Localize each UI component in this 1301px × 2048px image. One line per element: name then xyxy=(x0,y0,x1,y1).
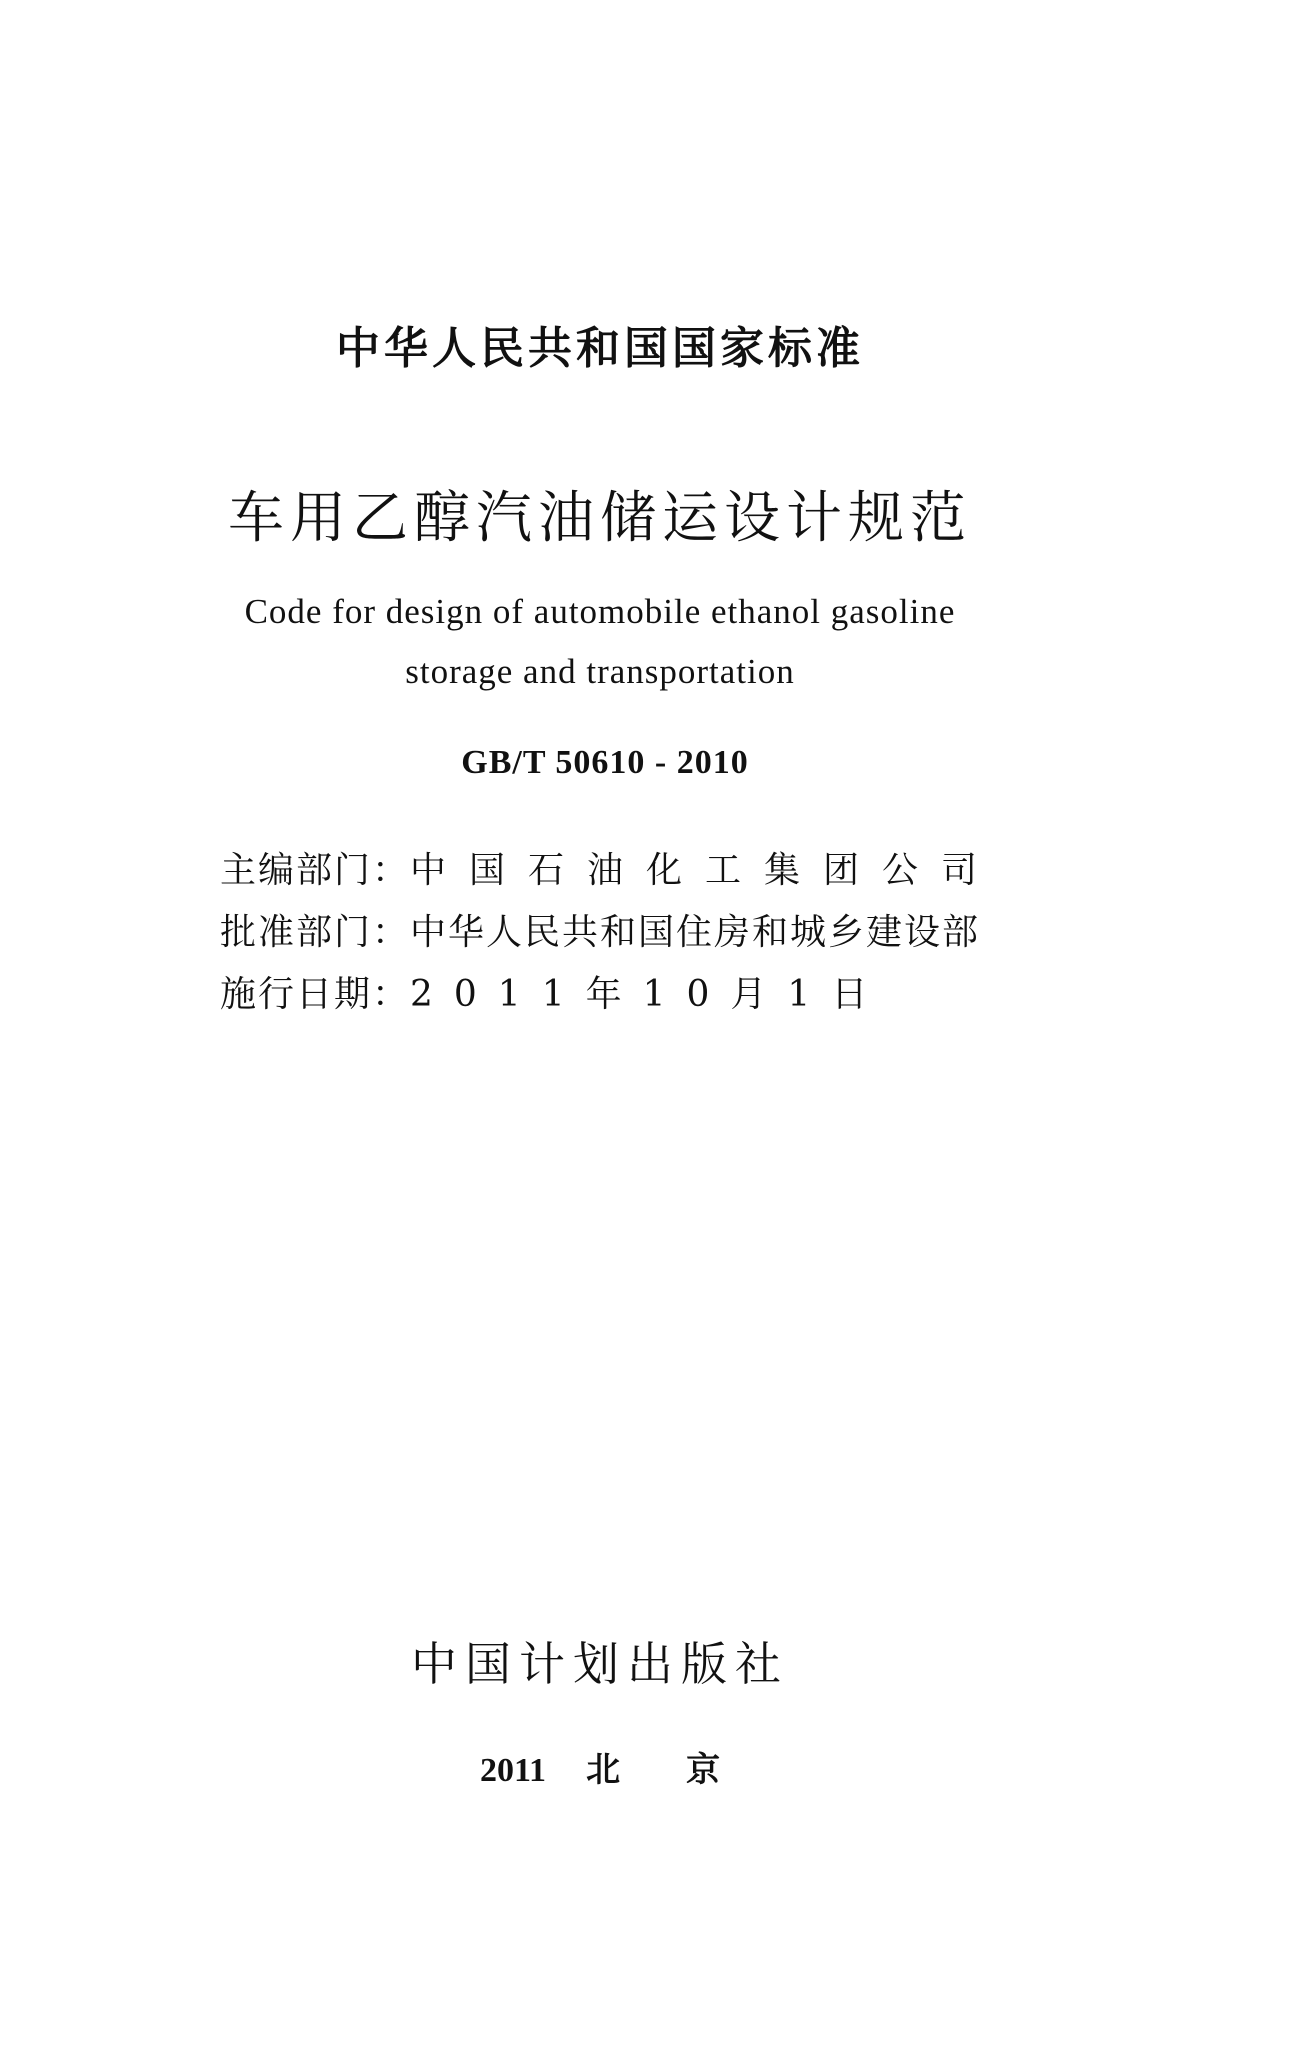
publication-city-1: 北 xyxy=(586,1752,621,1789)
meta-effective-label: 施行日期： xyxy=(220,974,411,1015)
document-meta xyxy=(220,840,1210,1026)
standard-type-heading: 中华人民共和国国家标准 xyxy=(336,323,864,374)
meta-editor-value: 中国石油化工集团公司 xyxy=(410,850,1001,891)
publication-city-2: 京 xyxy=(686,1752,721,1789)
meta-editor-label: 主编部门： xyxy=(220,850,411,891)
publisher-name: 中国计划出版社 xyxy=(411,1637,789,1691)
document-title-chinese: 车用乙醇汽油储运设计规范 xyxy=(228,486,972,551)
document-title-english xyxy=(0,582,1200,702)
standard-code: GB/T 50610 - 2010 xyxy=(461,744,749,781)
meta-approver-label: 批准部门： xyxy=(220,912,411,953)
meta-editor-row xyxy=(220,840,1210,902)
meta-effective-row xyxy=(220,964,1210,1026)
publication-place-year xyxy=(0,1742,1200,1791)
meta-approver-row xyxy=(220,902,1210,964)
meta-effective-value: 2011年10月1日 xyxy=(410,974,889,1015)
publication-year: 2011 xyxy=(479,1752,547,1789)
document-title-english-line1: Code for design of automobile ethanol gasoline xyxy=(244,592,956,631)
document-title-english-line2: storage and transportation xyxy=(405,652,795,691)
meta-approver-value: 中华人民共和国住房和城乡建设部 xyxy=(410,912,981,953)
